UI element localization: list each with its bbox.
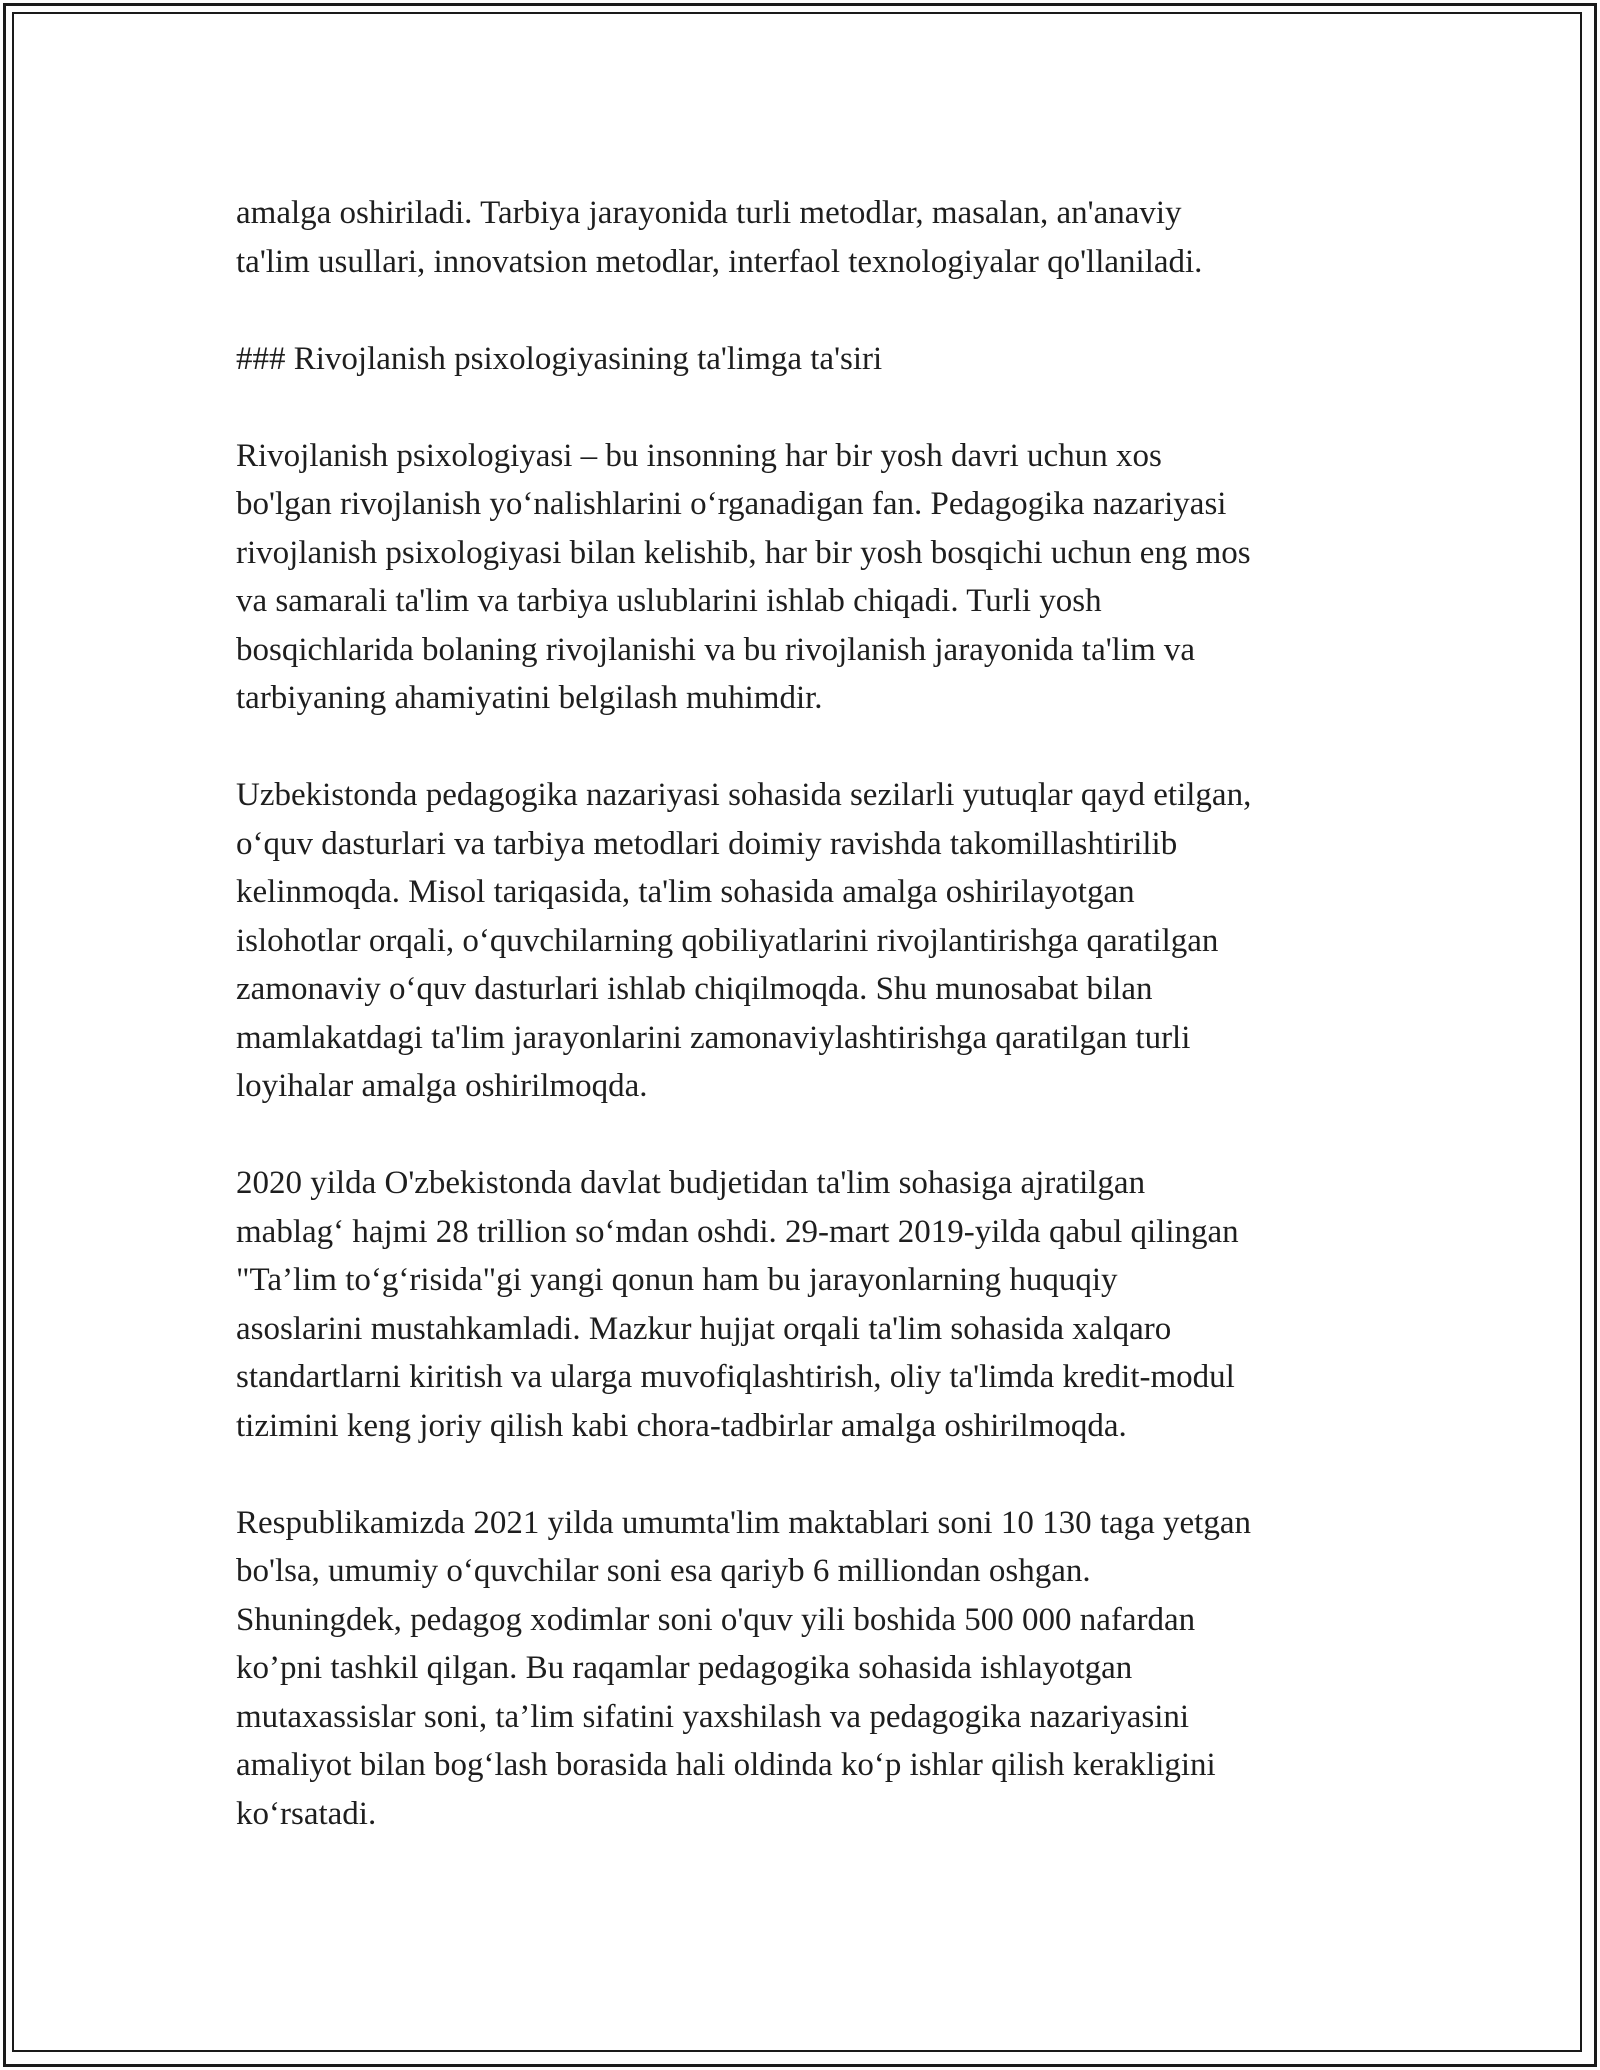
text-line: amaliyot bilan bog‘lash borasida hali oldinda ko‘p ishlar qilish kerakligini	[236, 1747, 1216, 1783]
text-line: ta'lim usullari, innovatsion metodlar, interfaol texnologiyalar qo'llaniladi.	[236, 243, 1203, 280]
text-line: kelinmoqda. Misol tariqasida, ta'lim sohasida amalga oshirilayotgan	[236, 874, 1135, 910]
text-line: ko‘rsatadi.	[236, 1795, 377, 1832]
text-line: 2020 yilda O'zbekistonda davlat budjetidan ta'lim sohasiga ajratilgan	[236, 1165, 1146, 1201]
paragraph	[236, 1159, 1376, 1450]
paragraph	[236, 189, 1376, 286]
document-body	[236, 189, 1376, 1887]
text-line: Respublikamizda 2021 yilda umumta'lim maktablari soni 10 130 taga yetgan	[236, 1504, 1251, 1541]
text-line: bo'lsa, umumiy o‘quvchilar soni esa qariyb 6 milliondan oshgan.	[236, 1553, 1091, 1589]
text-line: mablag‘ hajmi 28 trillion so‘mdan oshdi. 29-mart 2019-yilda qabul qilingan	[236, 1213, 1239, 1250]
section-heading	[236, 335, 1376, 384]
text-line: bo'lgan rivojlanish yo‘nalishlarini o‘rganadigan fan. Pedagogika nazariyasi	[236, 486, 1227, 522]
text-line: rivojlanish psixologiyasi bilan kelishib, har bir yosh bosqichi uchun eng mos	[236, 534, 1251, 571]
text-line: tizimini keng joriy qilish kabi chora-tadbirlar amalga oshirilmoqda.	[236, 1407, 1127, 1444]
text-line: islohotlar orqali, o‘quvchilarning qobiliyatlarini rivojlantirishga qaratilgan	[236, 922, 1219, 959]
paragraph	[236, 432, 1376, 723]
text-line: loyihalar amalga oshirilmoqda.	[236, 1068, 648, 1104]
paragraph	[236, 1499, 1376, 1839]
text-line: Shuningdek, pedagog xodimlar soni o'quv yili boshida 500 000 nafardan	[236, 1601, 1196, 1638]
text-line: zamonaviy o‘quv dasturlari ishlab chiqilmoqda. Shu munosabat bilan	[236, 971, 1153, 1007]
text-line: ko’pni tashkil qilgan. Bu raqamlar pedagogika sohasida ishlayotgan	[236, 1650, 1133, 1686]
paragraph	[236, 771, 1376, 1111]
text-line: Rivojlanish psixologiyasi – bu insonning har bir yosh davri uchun xos	[236, 437, 1162, 474]
text-line: mamlakatdagi ta'lim jarayonlarini zamonaviylashtirishga qaratilgan turli	[236, 1019, 1191, 1056]
text-line: va samarali ta'lim va tarbiya uslublarini ishlab chiqadi. Turli yosh	[236, 583, 1102, 619]
text-line: o‘quv dasturlari va tarbiya metodlari doimiy ravishda takomillashtirilib	[236, 825, 1178, 862]
text-line: asoslarini mustahkamladi. Mazkur hujjat orqali ta'lim sohasida xalqaro	[236, 1310, 1172, 1347]
text-line: amalga oshiriladi. Tarbiya jarayonida turli metodlar, masalan, an'anaviy	[236, 195, 1182, 231]
text-line: standartlarni kiritish va ularga muvofiqlashtirish, oliy ta'limda kredit-modul	[236, 1359, 1235, 1395]
text-line: mutaxassislar soni, ta’lim sifatini yaxshilash va pedagogika nazariyasini	[236, 1698, 1190, 1735]
text-line: ### Rivojlanish psixologiyasining ta'limga ta'siri	[236, 340, 883, 377]
text-line: bosqichlarida bolaning rivojlanishi va bu rivojlanish jarayonida ta'lim va	[236, 631, 1196, 668]
text-line: Uzbekistonda pedagogika nazariyasi sohasida sezilarli yutuqlar qayd etilgan,	[236, 777, 1252, 813]
text-line: "Ta’lim to‘g‘risida"gi yangi qonun ham bu jarayonlarning huquqiy	[236, 1262, 1118, 1298]
text-line: tarbiyaning ahamiyatini belgilash muhimdir.	[236, 680, 823, 716]
